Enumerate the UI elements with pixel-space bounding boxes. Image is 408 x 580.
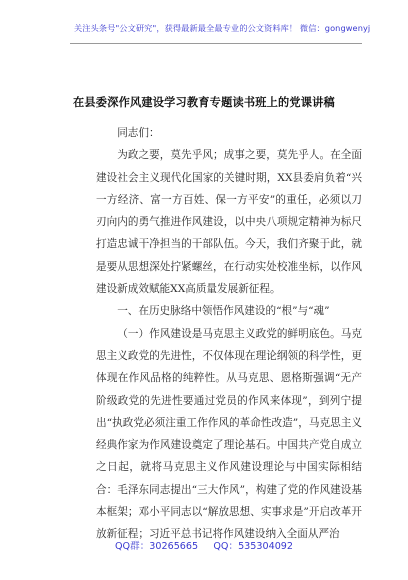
paragraph-section-1-1: （一）作风建设是马克思主义政党的鲜明底色。马克思主义政党的先进性，不仅体现在理论纲领的科学性，更体现在作风品格的纯粹性。从马克思、恩格斯强调“无产阶级政党的先进性要通过党员的作风来体现”，到列宁提出“执政党必须注重工作作风的革命性改造”，马克思主义经典作家为作风建设奠定了理论基石。中国共产党自成立之日起，就将马克思主义作风建设理论与中国实际相结合：毛泽东同志提出“三大作风”，构建了党的作风建设基本框架；邓小平同志以“解放思想、实事求是”开启改革开放新征程；习近平总书记将作风建设纳入全面从严治 xyxy=(96,327,362,541)
footer-contact: QQ群：30265665 QQ：535304092 xyxy=(115,541,293,552)
document-title: 在县委深作风建设学习教育专题读书班上的党课讲稿 xyxy=(73,96,335,109)
document-body xyxy=(96,122,362,546)
section-heading-1: 一、在历史脉络中领悟作风建设的“根”与“魂” xyxy=(117,305,330,318)
paragraph-intro: 为政之要，莫先乎风；成事之要，莫先乎人。在全面建设社会主义现代化国家的关键时期，XX县委肩负着“兴一方经济、富一方百姓、保一方平安”的重任，必须以刀刃向内的勇气推进作风建设，以中央八项规定精神为标尺打造忠诚干净担当的干部队伍。今天，我们齐聚于此，就是要从思想深处拧紧螺丝，在行动实处校准坐标，以作风建设新成效赋能XX高质量发展新征程。 xyxy=(96,149,362,296)
salutation: 同志们： xyxy=(117,127,160,139)
header-divider xyxy=(70,43,362,44)
header-banner[interactable]: 关注头条号"公文研究"，获得最新最全最专业的公文资料库！ 微信：gongwenyj xyxy=(74,23,371,33)
